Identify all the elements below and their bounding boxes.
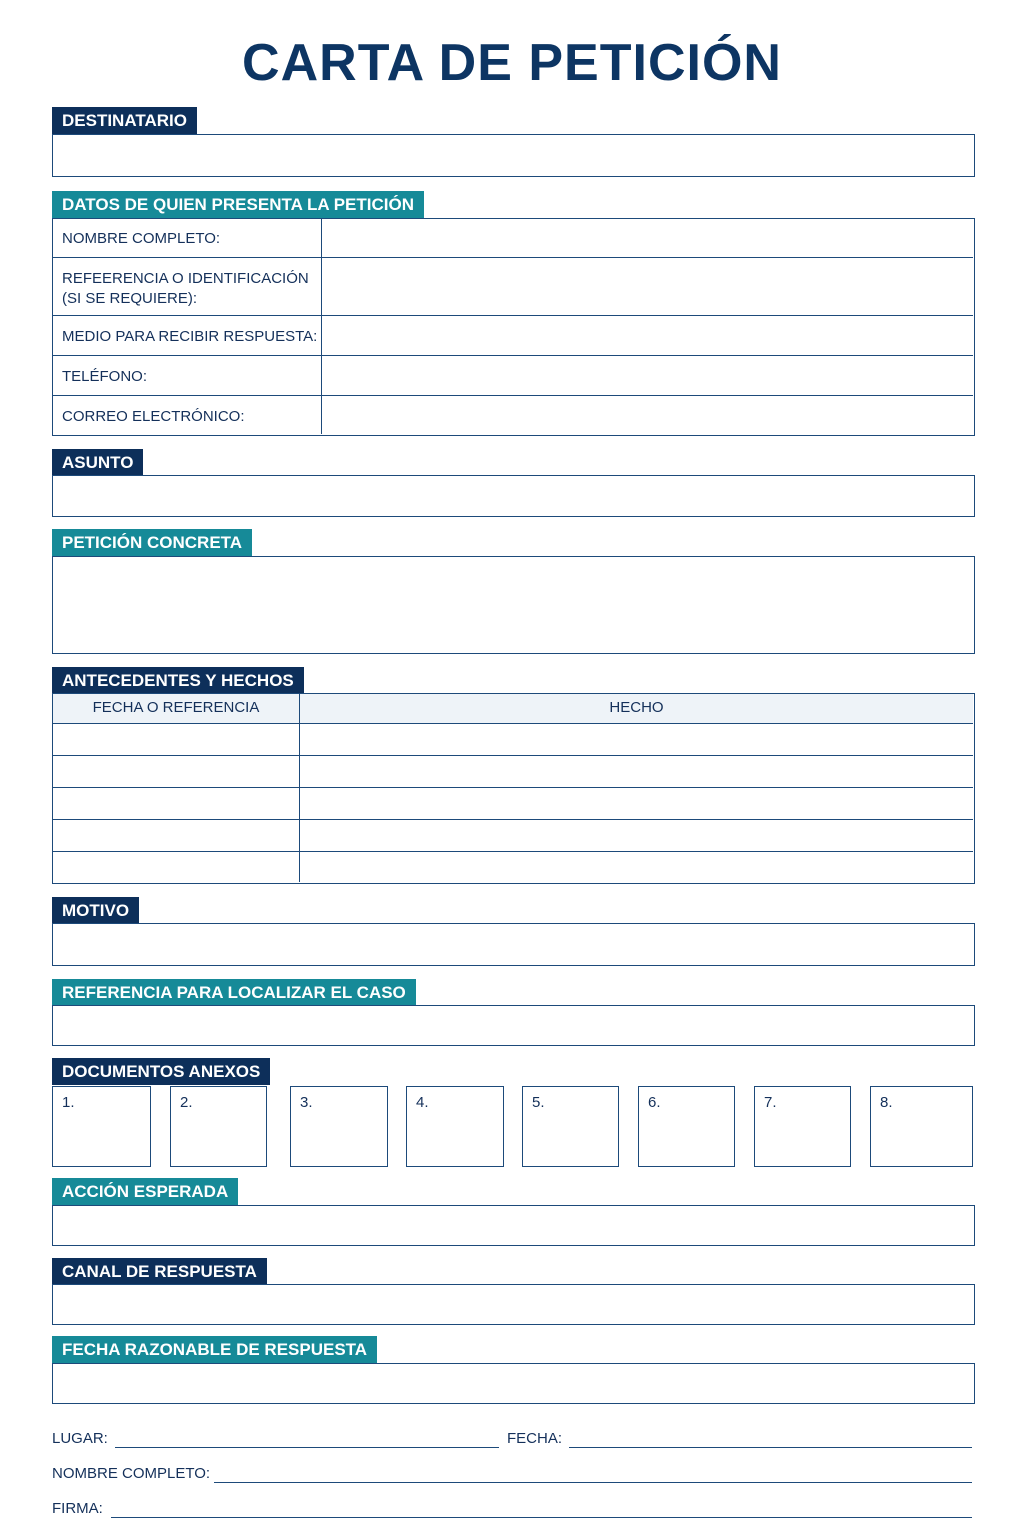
label-lugar: LUGAR:	[52, 1430, 108, 1447]
datos-table	[52, 218, 975, 436]
label-referencia-line1: REFEERENCIA O IDENTIFICACIÓN	[62, 270, 309, 287]
label-correo: CORREO ELECTRÓNICO:	[62, 408, 245, 425]
label-telefono: TELÉFONO:	[62, 368, 148, 385]
asunto-field[interactable]	[52, 475, 975, 517]
document-number: 2.	[180, 1094, 193, 1111]
table-cell-fecha[interactable]	[53, 757, 298, 787]
section-tag-destinatario: DESTINATARIO	[52, 107, 197, 134]
section-tag-peticion: PETICIÓN CONCRETA	[52, 529, 252, 556]
document-slot-8[interactable]	[870, 1086, 973, 1167]
antecedentes-row-line	[53, 787, 973, 788]
label-firma: FIRMA:	[52, 1500, 103, 1517]
table-cell-hecho[interactable]	[301, 789, 973, 819]
document-number: 1.	[62, 1094, 75, 1111]
document-slot-1[interactable]	[52, 1086, 151, 1167]
input-referencia[interactable]	[323, 259, 973, 315]
table-cell-hecho[interactable]	[301, 821, 973, 851]
firma-line[interactable]	[111, 1517, 972, 1518]
document-slot-3[interactable]	[290, 1086, 388, 1167]
document-slot-7[interactable]	[754, 1086, 851, 1167]
section-tag-referencia: REFERENCIA PARA LOCALIZAR EL CASO	[52, 979, 416, 1006]
label-referencia-line2: (SI SE REQUIERE):	[62, 290, 198, 307]
table-cell-hecho[interactable]	[301, 757, 973, 787]
column-header-hecho: HECHO	[609, 699, 664, 716]
document-slot-2[interactable]	[170, 1086, 267, 1167]
table-cell-hecho[interactable]	[301, 725, 973, 755]
lugar-line[interactable]	[115, 1447, 499, 1448]
antecedentes-row-line	[53, 755, 973, 756]
destinatario-field[interactable]	[52, 134, 975, 177]
section-tag-fecha-respuesta: FECHA RAZONABLE DE RESPUESTA	[52, 1336, 377, 1363]
document-number: 6.	[648, 1094, 661, 1111]
datos-row-line	[53, 355, 973, 356]
section-tag-canal: CANAL DE RESPUESTA	[52, 1258, 267, 1285]
fecha-line[interactable]	[569, 1447, 972, 1448]
label-nombre-completo: NOMBRE COMPLETO:	[52, 1465, 211, 1482]
column-header-fecha: FECHA O REFERENCIA	[92, 699, 260, 716]
datos-divider	[321, 219, 322, 434]
antecedentes-row-line	[53, 851, 973, 852]
section-tag-datos: DATOS DE QUIEN PRESENTA LA PETICIÓN	[52, 191, 424, 218]
table-cell-fecha[interactable]	[53, 789, 298, 819]
antecedentes-row-line	[53, 819, 973, 820]
document-number: 8.	[880, 1094, 893, 1111]
input-correo[interactable]	[323, 397, 973, 434]
section-tag-antecedentes: ANTECEDENTES Y HECHOS	[52, 667, 304, 694]
peticion-field[interactable]	[52, 556, 975, 654]
document-number: 4.	[416, 1094, 429, 1111]
nombre-completo-line[interactable]	[214, 1482, 972, 1483]
datos-row-line	[53, 257, 973, 258]
page-title: CARTA DE PETICIÓN	[242, 34, 782, 92]
table-cell-hecho[interactable]	[301, 853, 973, 882]
antecedentes-row-line	[53, 723, 973, 724]
input-telefono[interactable]	[323, 357, 973, 395]
input-medio[interactable]	[323, 317, 973, 355]
section-tag-accion: ACCIÓN ESPERADA	[52, 1178, 238, 1205]
label-nombre: NOMBRE COMPLETO:	[62, 230, 221, 247]
document-slot-5[interactable]	[522, 1086, 619, 1167]
fecha-respuesta-field[interactable]	[52, 1363, 975, 1404]
label-fecha: FECHA:	[507, 1430, 563, 1447]
accion-field[interactable]	[52, 1205, 975, 1246]
section-tag-documentos: DOCUMENTOS ANEXOS	[52, 1058, 270, 1085]
document-number: 3.	[300, 1094, 313, 1111]
table-cell-fecha[interactable]	[53, 821, 298, 851]
label-medio: MEDIO PARA RECIBIR RESPUESTA:	[62, 328, 318, 345]
input-nombre[interactable]	[323, 219, 973, 257]
document-number: 7.	[764, 1094, 777, 1111]
document-slot-6[interactable]	[638, 1086, 735, 1167]
datos-row-line	[53, 315, 973, 316]
section-tag-motivo: MOTIVO	[52, 897, 139, 924]
datos-row-line	[53, 395, 973, 396]
document-slot-4[interactable]	[406, 1086, 504, 1167]
section-tag-asunto: ASUNTO	[52, 449, 143, 476]
antecedentes-table	[52, 693, 975, 884]
referencia-field[interactable]	[52, 1005, 975, 1046]
canal-field[interactable]	[52, 1284, 975, 1325]
table-cell-fecha[interactable]	[53, 725, 298, 755]
table-cell-fecha[interactable]	[53, 853, 298, 882]
document-number: 5.	[532, 1094, 545, 1111]
motivo-field[interactable]	[52, 923, 975, 966]
